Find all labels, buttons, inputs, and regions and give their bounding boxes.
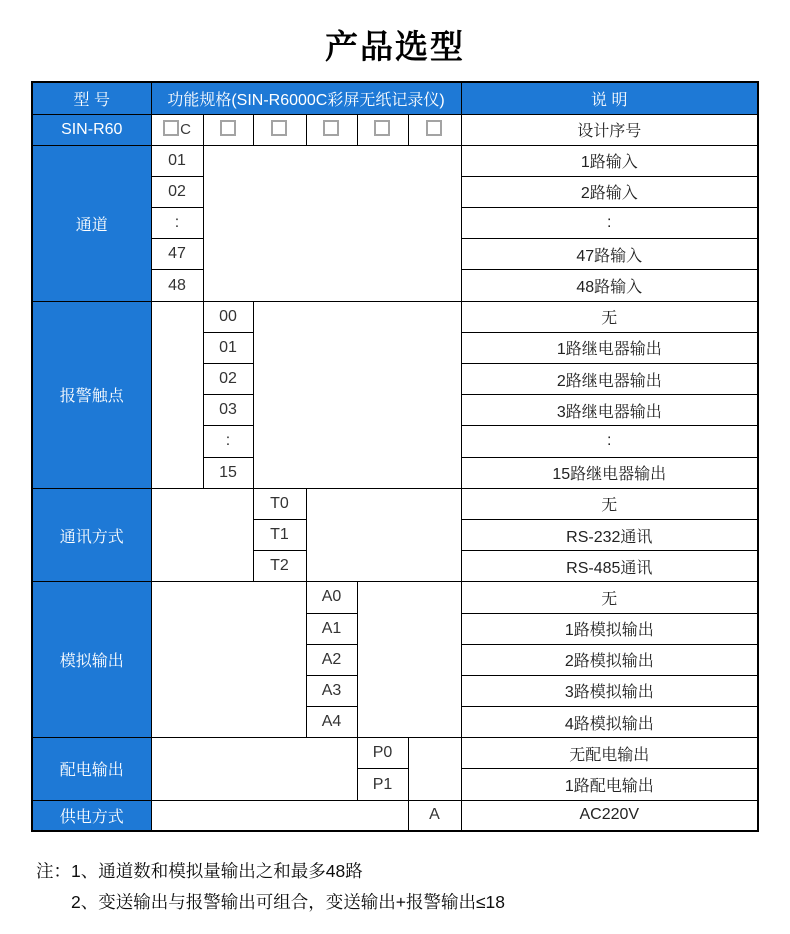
desc-cell: 3路继电器输出	[461, 395, 758, 426]
desc-cell: 无	[461, 582, 758, 613]
code-cell: 03	[203, 395, 253, 426]
empty-cell	[203, 145, 461, 301]
code-cell: A3	[306, 675, 357, 706]
code-cell: 00	[203, 301, 253, 332]
code-cell: 15	[203, 457, 253, 488]
empty-cell	[151, 738, 357, 800]
code-cell: A0	[306, 582, 357, 613]
model-code-cell	[306, 114, 357, 145]
header-spec: 功能规格(SIN-R6000C彩屏无纸记录仪)	[151, 82, 461, 114]
desc-cell: 1路输入	[461, 145, 758, 176]
desc-cell: 2路继电器输出	[461, 364, 758, 395]
desc-cell: :	[461, 426, 758, 457]
section-label-power-dist-output: 配电输出	[32, 738, 151, 800]
desc-cell: 48路输入	[461, 270, 758, 301]
code-cell: A2	[306, 644, 357, 675]
code-cell: 02	[151, 176, 203, 207]
table-row	[32, 145, 758, 176]
code-cell: T2	[253, 551, 306, 582]
code-cell: P1	[357, 769, 408, 800]
checkbox-icon	[426, 120, 442, 136]
table-header-row	[32, 82, 758, 114]
table-row	[32, 582, 758, 613]
section-label-communication: 通讯方式	[32, 488, 151, 582]
note-line: 2、变送输出与报警输出可组合，变送输出+报警输出≤18	[71, 892, 506, 913]
desc-cell: 无配电输出	[461, 738, 758, 769]
desc-cell: 3路模拟输出	[461, 675, 758, 706]
table-row	[32, 301, 758, 332]
model-code-cell	[203, 114, 253, 145]
code-cell: 47	[151, 239, 203, 270]
checkbox-icon	[271, 120, 287, 136]
code-cell: 01	[151, 145, 203, 176]
code-cell: P0	[357, 738, 408, 769]
table-row	[32, 488, 758, 519]
product-selection-table	[31, 81, 759, 832]
code-cell: T1	[253, 519, 306, 550]
desc-cell: 无	[461, 488, 758, 519]
code-cell: A	[408, 800, 461, 831]
desc-cell: 1路配电输出	[461, 769, 758, 800]
model-row	[32, 114, 758, 145]
model-code-cell	[357, 114, 408, 145]
desc-cell: 47路输入	[461, 239, 758, 270]
code-cell: 01	[203, 332, 253, 363]
section-label-alarm-contacts: 报警触点	[32, 301, 151, 488]
desc-cell: RS-485通讯	[461, 551, 758, 582]
desc-cell: 2路输入	[461, 176, 758, 207]
code-cell: A1	[306, 613, 357, 644]
code-cell: :	[151, 208, 203, 239]
desc-cell: 15路继电器输出	[461, 457, 758, 488]
code-cell: :	[203, 426, 253, 457]
empty-cell	[151, 301, 203, 488]
empty-cell	[151, 800, 408, 831]
empty-cell	[151, 488, 253, 582]
code-cell: A4	[306, 707, 357, 738]
section-label-power-supply: 供电方式	[32, 800, 151, 831]
empty-cell	[306, 488, 461, 582]
model-name-cell: SIN-R60	[32, 114, 151, 145]
section-label-channels: 通道	[32, 145, 151, 301]
empty-cell	[408, 738, 461, 800]
desc-cell: AC220V	[461, 800, 758, 831]
notes-lines	[71, 856, 790, 918]
code-cell: 02	[203, 364, 253, 395]
notes	[36, 856, 790, 918]
section-label-analog-output: 模拟输出	[32, 582, 151, 738]
model-code-cell	[408, 114, 461, 145]
header-desc: 说 明	[461, 82, 758, 114]
desc-cell: RS-232通讯	[461, 519, 758, 550]
checkbox-icon	[220, 120, 236, 136]
notes-prefix: 注：	[36, 861, 71, 882]
desc-cell: 4路模拟输出	[461, 707, 758, 738]
empty-cell	[253, 301, 461, 488]
code-cell: 48	[151, 270, 203, 301]
checkbox-icon	[163, 120, 179, 136]
table-row	[32, 800, 758, 831]
header-model: 型 号	[32, 82, 151, 114]
page-title: 产品选型	[325, 28, 465, 65]
desc-cell: 1路继电器输出	[461, 332, 758, 363]
model-code-cell: C	[151, 114, 203, 145]
checkbox-icon	[323, 120, 339, 136]
empty-cell	[151, 582, 306, 738]
desc-cell: 2路模拟输出	[461, 644, 758, 675]
checkbox-icon	[374, 120, 390, 136]
model-code-cell	[253, 114, 306, 145]
desc-cell: :	[461, 208, 758, 239]
code-cell: T0	[253, 488, 306, 519]
desc-cell: 1路模拟输出	[461, 613, 758, 644]
model-desc-cell: 设计序号	[461, 114, 758, 145]
desc-cell: 无	[461, 301, 758, 332]
empty-cell	[357, 582, 461, 738]
table-row	[32, 738, 758, 769]
note-line: 1、通道数和模拟量输出之和最多48路	[71, 861, 363, 882]
